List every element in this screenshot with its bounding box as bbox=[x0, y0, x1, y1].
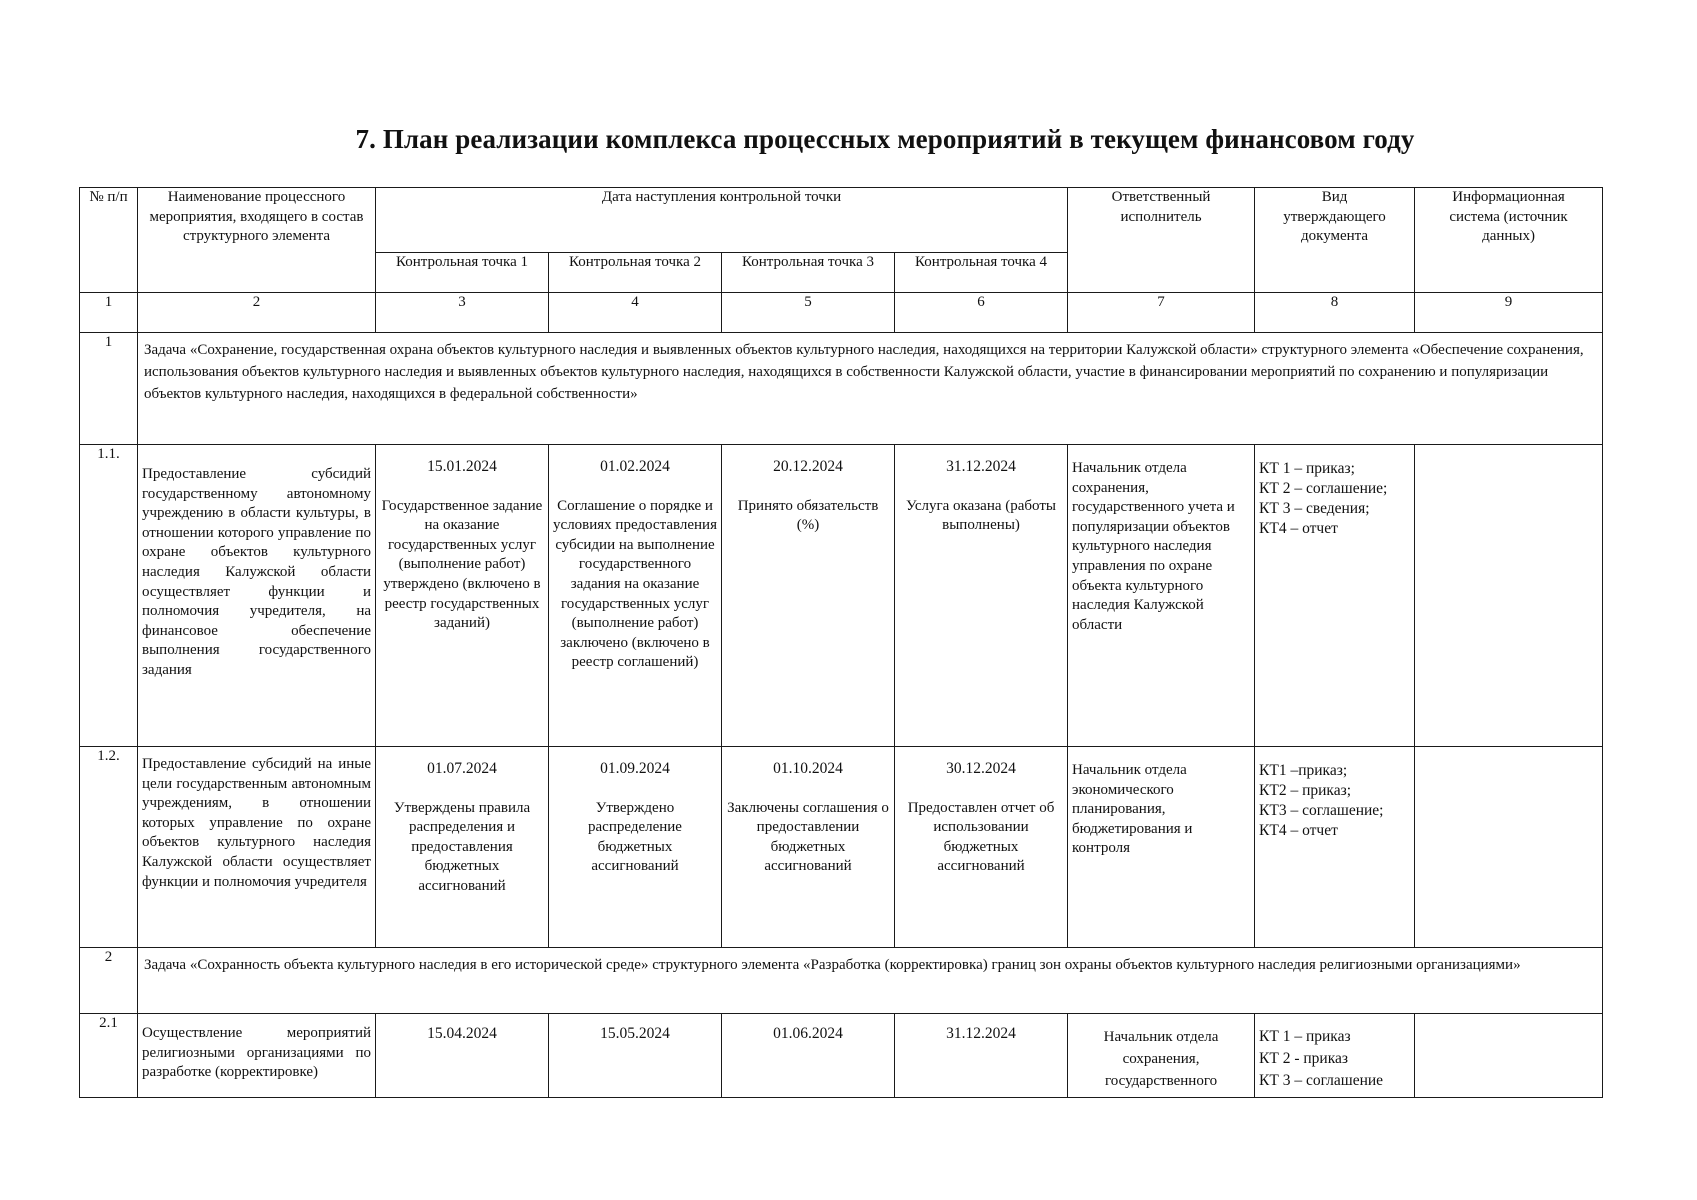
row-1-1-info bbox=[1415, 445, 1603, 747]
doc-line: КТ3 – соглашение; bbox=[1259, 802, 1384, 819]
row-1-1-kt3 bbox=[722, 445, 895, 747]
header-row-1 bbox=[80, 188, 1603, 253]
row-1-1-docs bbox=[1255, 445, 1415, 747]
kt4-text: Предоставлен отчет об использовании бюджетных ассигнований bbox=[907, 799, 1055, 875]
column-number: 6 bbox=[895, 293, 1068, 333]
kt1-text: Утверждены правила распределения и предоставления бюджетных ассигнований bbox=[393, 799, 531, 894]
row-1-2-kt1 bbox=[376, 747, 549, 948]
row-1-1-responsible: Начальник отдела сохранения, государственного учета и популяризации объектов культурного наследия управления по охране объекта культурного наследия Калужской области bbox=[1068, 445, 1255, 747]
row-1-1-kt2 bbox=[549, 445, 722, 747]
column-number: 4 bbox=[549, 293, 722, 333]
row-2-1-kt2 bbox=[549, 1014, 722, 1098]
kt1-date: 15.04.2024 bbox=[427, 1025, 497, 1042]
doc-line: КТ 2 - приказ bbox=[1259, 1050, 1349, 1067]
kt4-date: 30.12.2024 bbox=[946, 760, 1016, 777]
table-row-1-2 bbox=[80, 747, 1603, 948]
kt4-text: Услуга оказана (работы выполнены) bbox=[906, 497, 1056, 534]
kt2-date: 15.05.2024 bbox=[600, 1025, 670, 1042]
doc-line: КТ4 – отчет bbox=[1259, 520, 1338, 537]
header-info-system: Информационная система (источник данных) bbox=[1415, 188, 1603, 293]
row-1-2-kt2 bbox=[549, 747, 722, 948]
plan-table bbox=[79, 187, 1603, 1098]
row-1-1-kt4 bbox=[895, 445, 1068, 747]
row-1-2-info bbox=[1415, 747, 1603, 948]
column-number-row bbox=[80, 293, 1603, 333]
kt2-date: 01.02.2024 bbox=[600, 458, 670, 475]
row-1-1-name: Предоставление субсидий государственному автономному учреждению в области культуры, в отношении которого управление по охране объектов культурного наследия Калужской области осуществляет функции и полномочия учредителя, на финансовое обеспечение выполнения государственного задания bbox=[138, 445, 376, 747]
header-kt4: Контрольная точка 4 bbox=[895, 253, 1068, 293]
doc-line: КТ 3 – сведения; bbox=[1259, 500, 1370, 517]
table-row-2-1 bbox=[80, 1014, 1603, 1098]
row-1-2-num: 1.2. bbox=[80, 747, 138, 948]
kt2-text: Соглашение о порядке и условиях предоставления субсидии на выполнение государственного задания на оказание государственных услуг (выполнение работ) заключено (включено в реестр соглашений) bbox=[553, 497, 717, 671]
row-2-1-kt1 bbox=[376, 1014, 549, 1098]
header-doc-type: Вид утверждающего документа bbox=[1255, 188, 1415, 293]
kt1-date: 15.01.2024 bbox=[427, 458, 497, 475]
header-kt1: Контрольная точка 1 bbox=[376, 253, 549, 293]
column-number: 7 bbox=[1068, 293, 1255, 333]
column-number: 9 bbox=[1415, 293, 1603, 333]
row-1-2-kt3 bbox=[722, 747, 895, 948]
kt1-date: 01.07.2024 bbox=[427, 760, 497, 777]
doc-line: КТ 1 – приказ; bbox=[1259, 460, 1355, 477]
table-row-1-1 bbox=[80, 445, 1603, 747]
column-number: 1 bbox=[80, 293, 138, 333]
column-number: 5 bbox=[722, 293, 895, 333]
doc-line: КТ1 –приказ; bbox=[1259, 762, 1348, 779]
kt1-text: Государственное задание на оказание государственных услуг (выполнение работ) утверждено (включено в реестр государственных заданий) bbox=[381, 497, 543, 632]
kt3-date: 01.10.2024 bbox=[773, 760, 843, 777]
task-2-text: Задача «Сохранность объекта культурного наследия в его исторической среде» структурного элемента «Разработка (корректировка) границ зон охраны объектов культурного наследия религиозными организациями» bbox=[138, 948, 1603, 1014]
row-1-2-name: Предоставление субсидий на иные цели государственным автономным учреждениям, в отношении которых управление по охране объектов культурного наследия Калужской области осуществляет функции и полномочия учредителя bbox=[138, 747, 376, 948]
row-2-1-kt3 bbox=[722, 1014, 895, 1098]
kt3-date: 01.06.2024 bbox=[773, 1025, 843, 1042]
doc-line: КТ 3 – соглашение bbox=[1259, 1072, 1384, 1089]
header-name: Наименование процессного мероприятия, входящего в состав структурного элемента bbox=[138, 188, 376, 293]
kt3-text: Принято обязательств (%) bbox=[737, 497, 879, 534]
column-number: 3 bbox=[376, 293, 549, 333]
row-2-1-num: 2.1 bbox=[80, 1014, 138, 1098]
task-row-2 bbox=[80, 948, 1603, 1014]
header-kt3: Контрольная точка 3 bbox=[722, 253, 895, 293]
task-row-1 bbox=[80, 333, 1603, 445]
header-kt2: Контрольная точка 2 bbox=[549, 253, 722, 293]
kt2-text: Утверждено распределение бюджетных ассигнований bbox=[588, 799, 682, 875]
header-date-group: Дата наступления контрольной точки bbox=[376, 188, 1068, 253]
kt3-text: Заключены соглашения о предоставлении бюджетных ассигнований bbox=[727, 799, 889, 875]
doc-line: КТ 2 – соглашение; bbox=[1259, 480, 1388, 497]
task-1-text: Задача «Сохранение, государственная охрана объектов культурного наследия и выявленных объектов культурного наследия, находящихся на территории Калужской области» структурного элемента «Обеспечение сохранения, использования объектов культурного наследия и выявленных объектов культурного наследия, находящихся в собственности Калужской области, участие в финансировании мероприятий по сохранению и популяризации объектов культурного наследия, находящихся в федеральной собственности» bbox=[138, 333, 1603, 445]
row-2-1-responsible: Начальник отдела сохранения, государственного bbox=[1068, 1014, 1255, 1098]
row-1-2-kt4 bbox=[895, 747, 1068, 948]
doc-line: КТ 1 – приказ bbox=[1259, 1028, 1351, 1045]
row-1-2-docs bbox=[1255, 747, 1415, 948]
task-2-num: 2 bbox=[80, 948, 138, 1014]
row-1-1-kt1 bbox=[376, 445, 549, 747]
task-1-num: 1 bbox=[80, 333, 138, 445]
header-responsible: Ответственный исполнитель bbox=[1068, 188, 1255, 293]
kt4-date: 31.12.2024 bbox=[946, 1025, 1016, 1042]
column-number: 2 bbox=[138, 293, 376, 333]
row-2-1-docs bbox=[1255, 1014, 1415, 1098]
doc-line: КТ2 – приказ; bbox=[1259, 782, 1352, 799]
header-num: № п/п bbox=[80, 188, 138, 293]
row-2-1-info bbox=[1415, 1014, 1603, 1098]
row-1-1-num: 1.1. bbox=[80, 445, 138, 747]
row-2-1-name: Осуществление мероприятий религиозными организациями по разработке (корректировке) bbox=[138, 1014, 376, 1098]
column-number: 8 bbox=[1255, 293, 1415, 333]
kt3-date: 20.12.2024 bbox=[773, 458, 843, 475]
doc-line: КТ4 – отчет bbox=[1259, 822, 1338, 839]
page-title: 7. План реализации комплекса процессных мероприятий в текущем финансовом году bbox=[355, 124, 1415, 154]
row-1-2-responsible: Начальник отдела экономического планирования, бюджетирования и контроля bbox=[1068, 747, 1255, 948]
row-2-1-kt4 bbox=[895, 1014, 1068, 1098]
kt4-date: 31.12.2024 bbox=[946, 458, 1016, 475]
kt2-date: 01.09.2024 bbox=[600, 760, 670, 777]
